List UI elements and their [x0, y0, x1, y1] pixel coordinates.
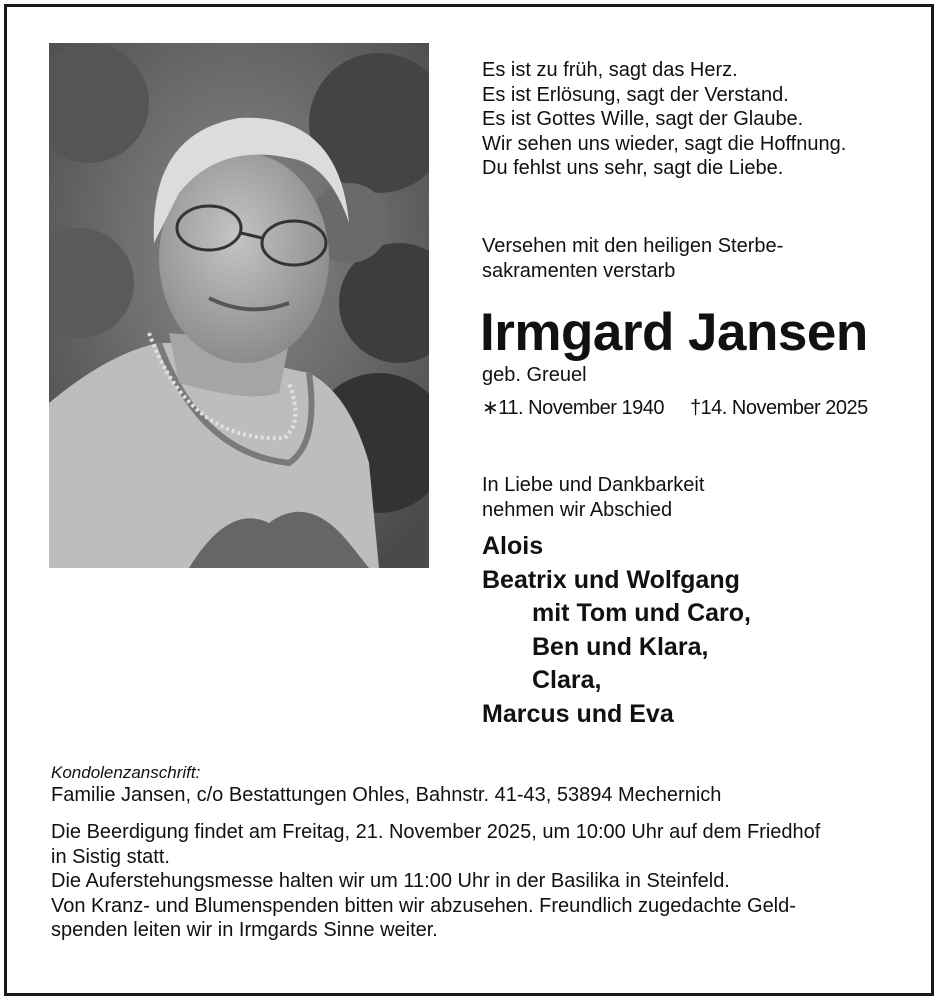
- farewell-line: In Liebe und Dankbarkeit: [482, 474, 705, 496]
- life-dates: [482, 395, 868, 420]
- funeral-details: [51, 820, 881, 943]
- poem-line: Es ist Erlösung, sagt der Verstand.: [482, 83, 789, 106]
- family-member: Marcus und Eva: [482, 699, 674, 728]
- details-line: in Sistig statt.: [51, 845, 170, 868]
- condolence-label: Kondolenzanschrift:: [51, 763, 201, 782]
- family-member: Ben und Klara,: [532, 632, 709, 661]
- farewell-text: [482, 473, 704, 522]
- birth-date: ∗11. November 1940: [482, 397, 664, 419]
- family-member: Clara,: [532, 666, 602, 694]
- sacraments-line: sakramenten verstarb: [482, 259, 676, 282]
- poem-line: Es ist zu früh, sagt das Herz.: [482, 59, 738, 81]
- sacraments-text: [482, 234, 783, 283]
- family-list: [482, 530, 751, 731]
- details-line: Von Kranz- und Blumenspenden bitten wir abzusehen. Freundlich zugedachte Geld-: [51, 894, 796, 917]
- deceased-name: Irmgard Jansen: [480, 303, 868, 362]
- details-line: Die Beerdigung findet am Freitag, 21. November 2025, um 10:00 Uhr auf dem Friedhof: [51, 821, 821, 843]
- poem-line: Du fehlst uns sehr, sagt die Liebe.: [482, 157, 784, 179]
- farewell-line: nehmen wir Abschied: [482, 498, 673, 521]
- sacraments-line: Versehen mit den heiligen Sterbe-: [482, 235, 784, 257]
- birth-name: geb. Greuel: [482, 364, 587, 386]
- portrait-photo-icon: [49, 43, 429, 568]
- death-date: †14. November 2025: [689, 397, 868, 419]
- details-line: Die Auferstehungsmesse halten wir um 11:00 Uhr in der Basilika in Steinfeld.: [51, 870, 730, 892]
- family-member: Alois: [482, 532, 544, 560]
- poem-line: Es ist Gottes Wille, sagt der Glaube.: [482, 108, 804, 130]
- poem: [482, 58, 846, 181]
- portrait-photo: [49, 43, 429, 568]
- family-member: mit Tom und Caro,: [532, 599, 751, 627]
- details-line: spenden leiten wir in Irmgards Sinne weiter.: [51, 919, 438, 941]
- family-member: Beatrix und Wolfgang: [482, 565, 740, 594]
- condolence-address: Familie Jansen, c/o Bestattungen Ohles, Bahnstr. 41-43, 53894 Mechernich: [51, 784, 722, 806]
- poem-line: Wir sehen uns wieder, sagt die Hoffnung.: [482, 132, 847, 155]
